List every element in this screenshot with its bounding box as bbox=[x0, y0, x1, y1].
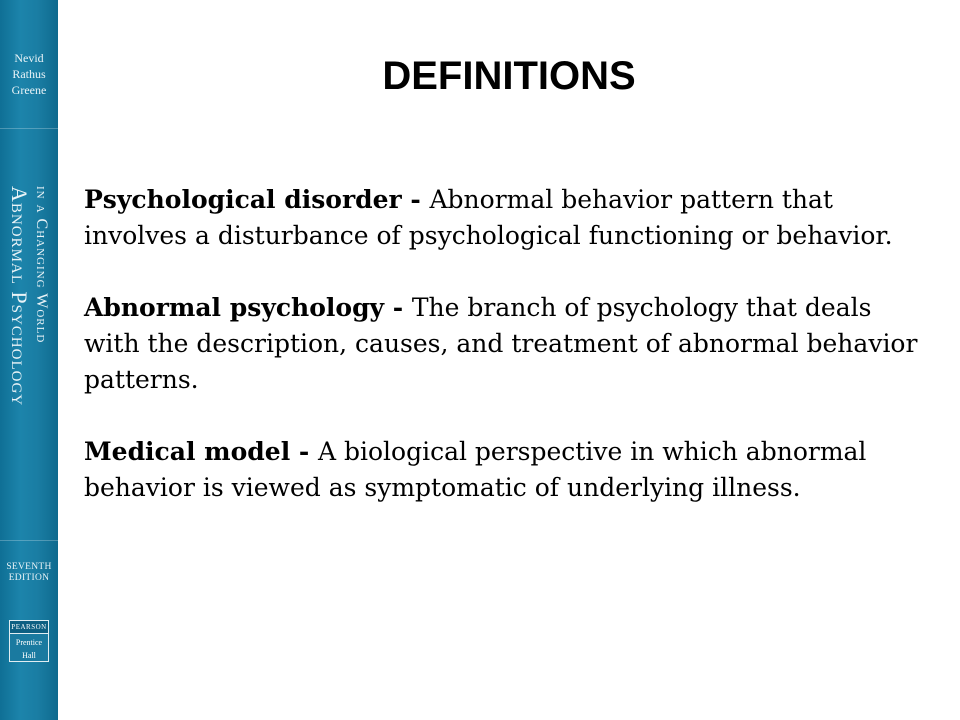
definition-medical-model bbox=[84, 434, 934, 506]
divider bbox=[0, 540, 58, 541]
definition-psychological-disorder bbox=[84, 182, 934, 254]
book-title-line1: Abnormal Psychology bbox=[7, 186, 32, 407]
book-spine-sidebar bbox=[0, 0, 58, 720]
publisher-name: PEARSON bbox=[10, 621, 48, 634]
author-name: Greene bbox=[11, 83, 47, 97]
definitions-list bbox=[84, 182, 934, 542]
book-title bbox=[6, 186, 52, 476]
definition-text: The branch of psychology that deals with the description, causes, and treatment of abnormal behavior patterns. bbox=[84, 293, 918, 394]
author-name: Nevid bbox=[14, 51, 44, 65]
edition-line: EDITION bbox=[8, 573, 50, 583]
definition-abnormal-psychology bbox=[84, 290, 934, 398]
slide-title: DEFINITIONS bbox=[382, 54, 636, 98]
definition-term: Psychological disorder - bbox=[84, 185, 430, 214]
book-title-line2: in a Changing World bbox=[33, 186, 50, 344]
divider bbox=[0, 128, 58, 129]
edition-line: SEVENTH bbox=[6, 562, 52, 572]
imprint-line: Hall bbox=[22, 651, 36, 660]
imprint-line: Prentice bbox=[15, 638, 43, 647]
definition-text: A biological perspective in which abnormal behavior is viewed as symptomatic of underlying illness. bbox=[84, 437, 867, 502]
publisher-logo bbox=[9, 620, 49, 662]
definition-text: Abnormal behavior pattern that involves a disturbance of psychological functioning or behavior. bbox=[84, 185, 893, 250]
edition-label bbox=[0, 562, 58, 584]
publisher-imprint bbox=[10, 634, 48, 662]
definition-term: Abnormal psychology - bbox=[84, 293, 412, 322]
author-name: Rathus bbox=[12, 67, 46, 81]
definition-term: Medical model - bbox=[84, 437, 318, 466]
